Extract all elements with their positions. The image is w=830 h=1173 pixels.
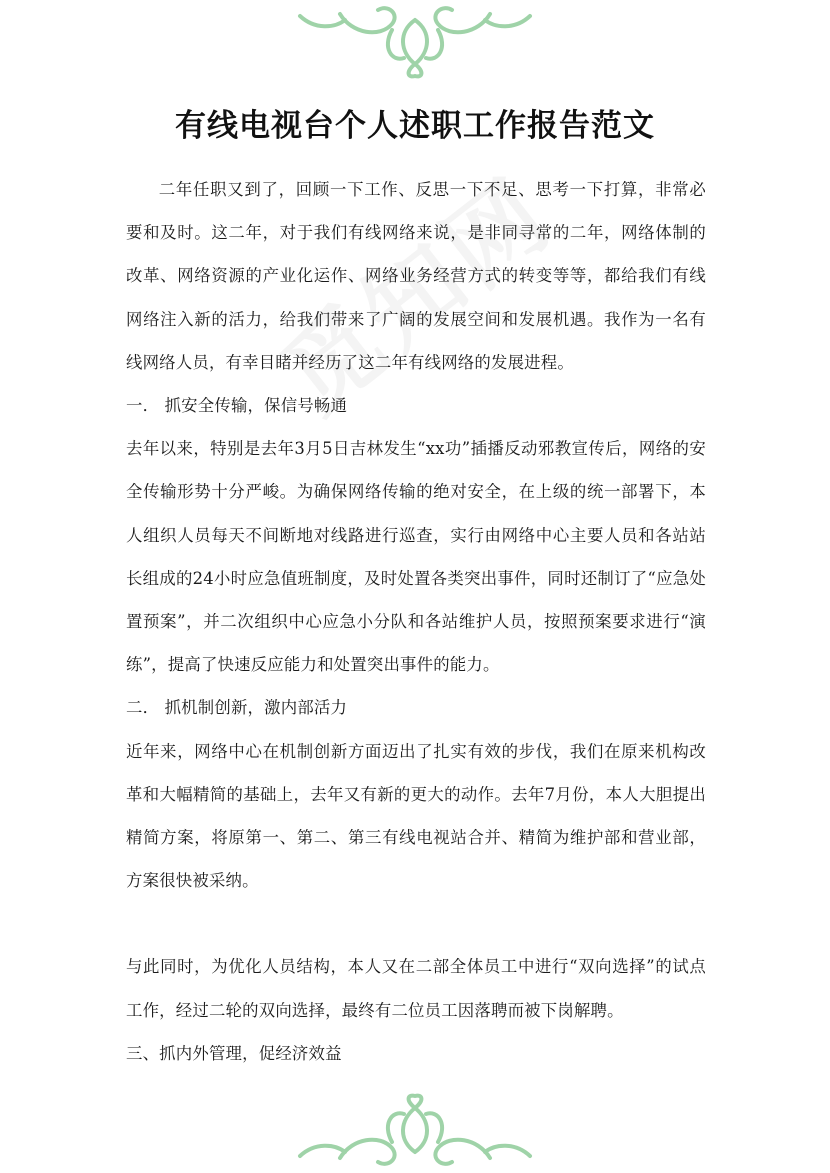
document-body [126,168,706,1075]
section-1-paragraph: 去年以来，特别是去年3月5日吉林发生“xx功”插播反动邪教宣传后，网络的安全传输形势十分严峻。为确保网络传输的绝对安全，在上级的统一部署下，本人组织人员每天不间断地对线路进行巡查，实行由网络中心主要人员和各站站长组成的24小时应急值班制度，及时处置各类突出事件，同时还制订了“应急处置预案”，并二次组织中心应急小分队和各站维护人员，按照预案要求进行“演练”，提高了快速反应能力和处置突出事件的能力。 [126,439,706,675]
top-floral-ornament [0,0,830,80]
section-heading-2: 二． 抓机制创新，激内部活力 [126,698,348,718]
section-heading-1: 一． 抓安全传输，保信号畅通 [126,396,348,416]
document-title: 有线电视台个人述职工作报告范文 [175,108,655,144]
bottom-floral-ornament [0,1092,830,1173]
intro-paragraph: 二年任职又到了，回顾一下工作、反思一下不足、思考一下打算，非常必要和及时。这二年，对于我们有线网络来说，是非同寻常的二年，网络体制的改革、网络资源的产业化运作、网络业务经营方式的转变等等，都给我们有线网络注入新的活力，给我们带来了广阔的发展空间和发展机遇。我作为一名有线网络人员，有幸目睹并经历了这二年有线网络的发展进程。 [126,180,706,372]
section-heading-3: 三、抓内外管理，促经济效益 [126,1043,342,1063]
section-2-paragraph-2: 与此同时，为优化人员结构，本人又在二部全体员工中进行“双向选择”的试点工作，经过二轮的双向选择，最终有二位员工因落聘而被下岗解聘。 [126,957,706,1020]
section-2-paragraph: 近年来，网络中心在机制创新方面迈出了扎实有效的步伐，我们在原来机构改革和大幅精简的基础上，去年又有新的更大的动作。去年7月份，本人大胆提出精简方案，将原第一、第二、第三有线电视站合并、精简为维护部和营业部，方案很快被采纳。 [126,741,706,891]
